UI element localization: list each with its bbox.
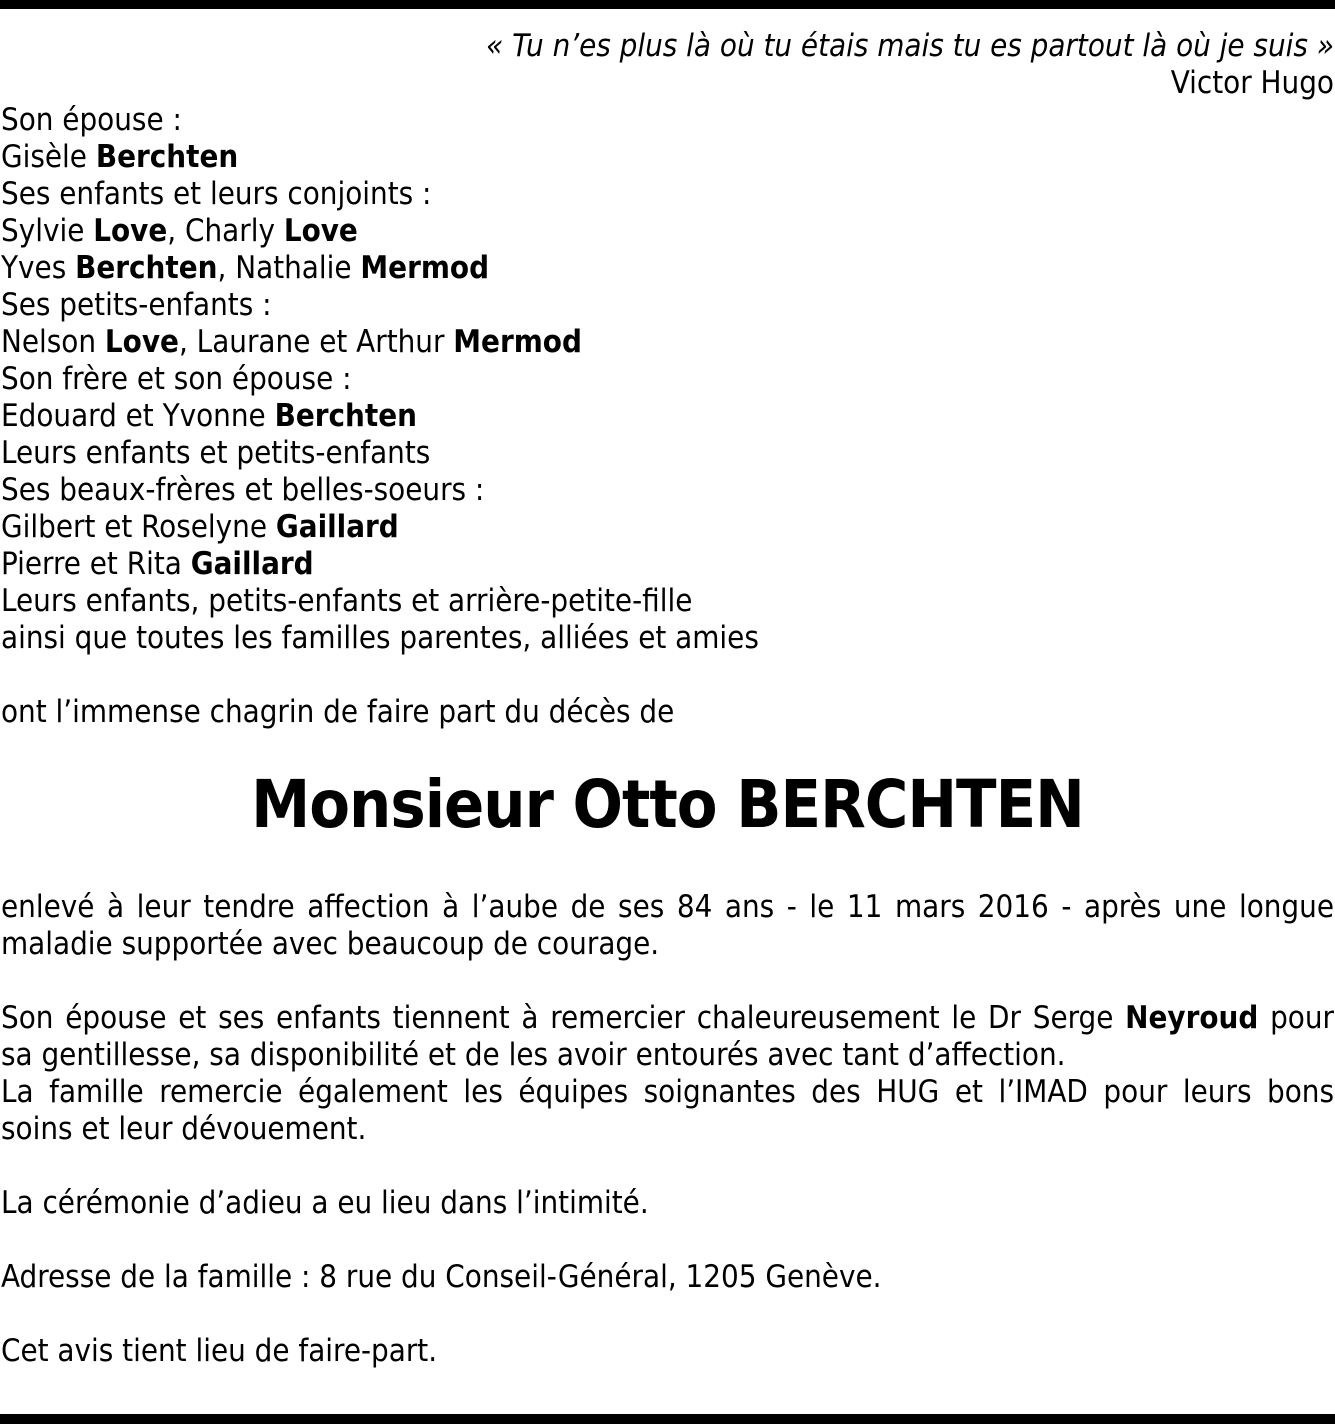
epigraph (1, 28, 1334, 102)
notice-note: Cet avis tient lieu de faire-part. (1, 1333, 438, 1369)
first-name: Yves (1, 250, 76, 286)
paragraph-line: sa gentillesse, sa disponibilité et de les avoir entourés avec tant d’affection. (1, 1037, 1066, 1073)
spouse-last-name: Berchten (95, 139, 239, 175)
last-name: Berchten (75, 250, 218, 286)
paragraph-line: enlevé à leur tendre affection à l’aube de ses 84 ans - le 11 mars 2016 - après une longue (1, 889, 1334, 925)
spouse-first-name: Gisèle (1, 139, 96, 175)
bottom-rule (0, 1414, 1335, 1424)
first-name: , Laurane et Arthur (178, 324, 454, 360)
inlaws-children: Leurs enfants, petits-enfants et arrière-petite-fille (1, 583, 693, 619)
grandchildren-heading: Ses petits-enfants : (1, 287, 272, 323)
family-list (1, 102, 1334, 657)
obituary-notice (1, 28, 1334, 1370)
first-name: Edouard et Yvonne (1, 398, 275, 434)
deceased-name: Monsieur Otto BERCHTEN (251, 766, 1084, 843)
paragraph-line: soins et leur dévouement. (1, 1111, 367, 1147)
epigraph-author: Victor Hugo (1170, 65, 1334, 101)
last-name: Mermod (453, 324, 582, 360)
brother-names (1, 398, 1334, 435)
inlaw-couple-2 (1, 546, 1334, 583)
paragraph-line: La famille remercie également les équipes soignantes des HUG et l’IMAD pour leurs bons (1, 1074, 1334, 1110)
inlaws-heading: Ses beaux-frères et belles-soeurs : (1, 472, 485, 508)
last-name: Berchten (274, 398, 417, 434)
brother-children: Leurs enfants et petits-enfants (1, 435, 431, 471)
children-heading: Ses enfants et leurs conjoints : (1, 176, 432, 212)
first-name: Gilbert et Roselyne (1, 509, 276, 545)
first-name: , Charly (167, 213, 284, 249)
spouse-name (1, 139, 1334, 176)
first-name: Pierre et Rita (1, 546, 191, 582)
child-couple-1 (1, 213, 1334, 250)
announcement: ont l’immense chagrin de faire part du décès de (1, 694, 675, 730)
paragraph-line: maladie supportée avec beaucoup de courage. (1, 926, 660, 962)
child-couple-2 (1, 250, 1334, 287)
thanks-paragraph (1, 1000, 1334, 1148)
last-name: Mermod (360, 250, 490, 286)
top-rule (0, 0, 1335, 9)
last-name: Love (93, 213, 168, 249)
epigraph-quote: « Tu n’es plus là où tu étais mais tu es partout là où je suis » (486, 28, 1334, 64)
text: pour (1258, 1000, 1335, 1036)
death-paragraph (1, 889, 1334, 963)
last-name: Love (104, 324, 179, 360)
inlaw-couple-1 (1, 509, 1334, 546)
other-families: ainsi que toutes les familles parentes, alliées et amies (1, 620, 759, 656)
last-name: Gaillard (190, 546, 314, 582)
brother-heading: Son frère et son épouse : (1, 361, 352, 397)
first-name: , Nathalie (217, 250, 361, 286)
family-address: Adresse de la famille : 8 rue du Conseil-Général, 1205 Genève. (1, 1259, 882, 1295)
last-name: Love (283, 213, 358, 249)
first-name: Nelson (1, 324, 105, 360)
doctor-name: Neyroud (1125, 1000, 1259, 1036)
grandchildren-names (1, 324, 1334, 361)
first-name: Sylvie (1, 213, 94, 249)
ceremony-note: La cérémonie d’adieu a eu lieu dans l’intimité. (1, 1185, 649, 1221)
text: Son épouse et ses enfants tiennent à remercier chaleureusement le Dr Serge (1, 1000, 1126, 1036)
spouse-heading: Son épouse : (1, 102, 182, 138)
paragraph-line (1, 1000, 1334, 1037)
last-name: Gaillard (275, 509, 399, 545)
